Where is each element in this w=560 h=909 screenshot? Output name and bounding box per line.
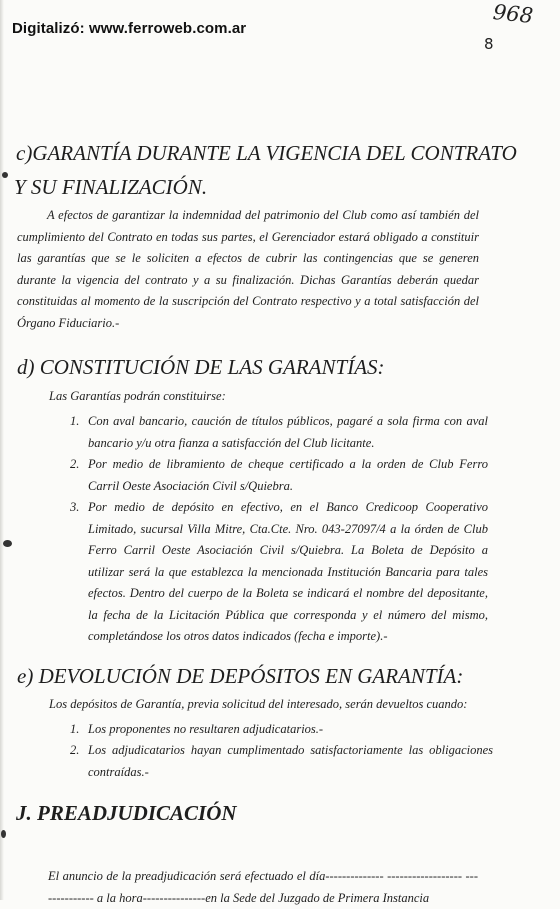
scan-speck <box>3 540 12 547</box>
scan-speck <box>1 830 6 838</box>
scan-speck <box>2 172 8 178</box>
scan-edge-shadow <box>0 0 4 900</box>
page-number: 8 <box>484 35 494 53</box>
section-d-title: d) CONSTITUCIÓN DE LAS GARANTÍAS: <box>17 355 385 379</box>
list-item-number: 2. <box>70 743 80 757</box>
section-e-intro: Los depósitos de Garantía, previa solicitud del interesado, serán devueltos cuando: <box>49 697 468 711</box>
section-j-title: J. PREADJUDICACIÓN <box>16 801 237 825</box>
section-d-intro: Las Garantías podrán constituirse: <box>49 389 226 403</box>
list-item-text: Los proponentes no resultaren adjudicatarios.- <box>88 722 324 736</box>
section-j-paragraph: El anuncio de la preadjudicación será efectuado el día-------------- ------------------ -------------- a la hora---------------en la Sede del Juzgado de Primera Instancia <box>48 869 478 905</box>
digitalizo-watermark: Digitalizó: www.ferroweb.com.ar <box>12 20 247 37</box>
section-e-title: e) DEVOLUCIÓN DE DEPÓSITOS EN GARANTÍA: <box>17 664 464 688</box>
list-item-text: Por medio de depósito en efectivo, en el Banco Credicoop Cooperativo Limitado, sucursal Villa Mitre, Cta.Cte. Nro. 043-27097/4 a la órden de Club Ferro Carril Oeste Asociación Civil s/Quiebra. La Boleta de Depósito a utilizar será la que establezca la mencionada Institución Bancaria para tales efectos. Dentro del cuerpo de la Boleta se indicará el nombre del depositante, la fecha de la Licitación Pública que corresponda y el número del mismo, completándose los otros datos indicados (fecha e importe).- <box>88 500 488 643</box>
list-item-text: Con aval bancario, caución de títulos públicos, pagaré a sola firma con aval bancario y/u otra fianza a satisfacción del Club licitante. <box>88 414 488 450</box>
section-c-title-line1: c)GARANTÍA DURANTE LA VIGENCIA DEL CONTRATO <box>16 141 517 165</box>
list-item-number: 1. <box>70 722 80 736</box>
list-item-number: 2. <box>70 457 80 471</box>
list-item-text: Los adjudicatarios hayan cumplimentado satisfactoriamente las obligaciones contraídas.- <box>88 743 493 779</box>
list-item-text: Por medio de libramiento de cheque certificado a la orden de Club Ferro Carril Oeste Asociación Civil s/Quiebra. <box>88 457 488 493</box>
list-item-number: 3. <box>70 500 80 514</box>
section-c-title-line2: Y SU FINALIZACIÓN. <box>14 175 208 199</box>
handwritten-folio-number: 968 <box>491 0 535 29</box>
section-c-paragraph: A efectos de garantizar la indemnidad del patrimonio del Club como así también del cumplimiento del Contrato en todas sus partes, el Gerenciador estará obligado a constituir las garantías que se le soliciten a efectos de cubrir las contingencias que se generen durante la vigencia del contrato y a su finalización. Dichas Garantías deberán quedar constituidas al momento de la suscripción del Contrato respectivo y a total satisfacción del Órgano Fiduciario.- <box>17 208 479 330</box>
list-item-number: 1. <box>70 414 80 428</box>
